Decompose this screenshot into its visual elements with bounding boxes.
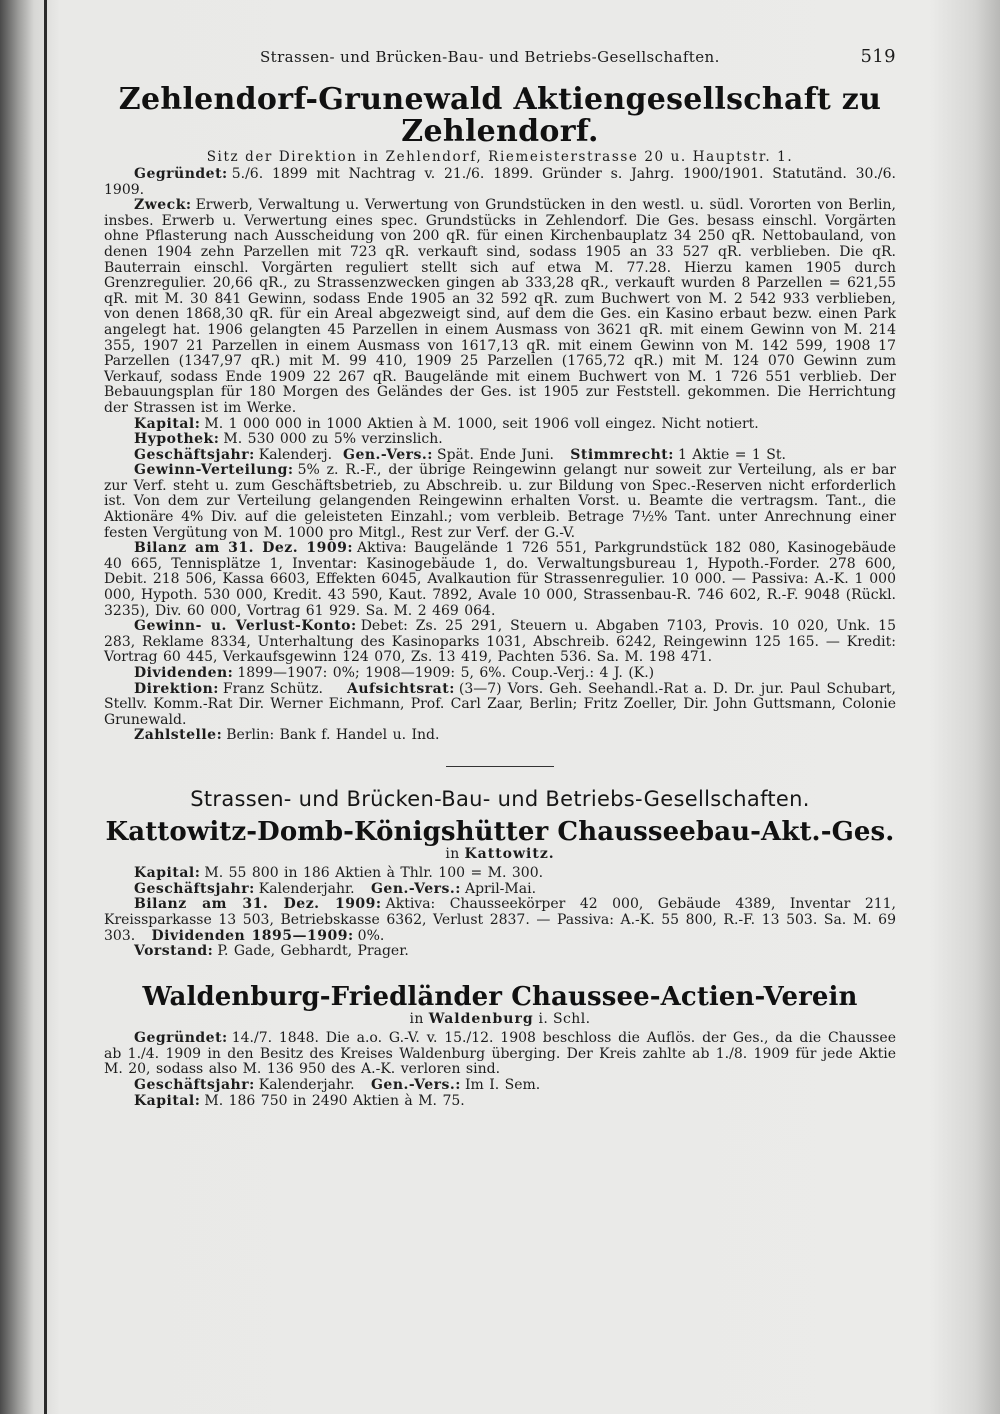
bilanz-paragraph: [104, 541, 896, 619]
hypothek-paragraph: [104, 432, 896, 448]
stimmrecht-label: Stimmrecht:: [570, 446, 674, 463]
location-city: Kattowitz.: [464, 846, 555, 863]
company-location: [104, 1011, 896, 1027]
gegruendet-label: Gegründet:: [134, 166, 228, 182]
dividenden-label: Dividenden 1895—1909:: [151, 927, 354, 944]
company-entry-waldenburg: [104, 981, 896, 1109]
genvers-text: April-Mai.: [464, 880, 537, 897]
kapital-paragraph: [104, 417, 896, 433]
gewinn-verteilung-paragraph: [104, 463, 896, 541]
location-city: Waldenburg: [428, 1011, 534, 1028]
bilanz-label: Bilanz am 31. Dez. 1909:: [134, 540, 354, 557]
section-divider: [446, 766, 554, 767]
company-location: [104, 846, 896, 862]
aufsichtsrat-label: Aufsichtsrat:: [346, 680, 455, 697]
geschaeftsjahr-paragraph: [104, 1078, 896, 1094]
kapital-text: M. 186 750 in 2490 Aktien à M. 75.: [204, 1092, 465, 1109]
hypothek-label: Hypothek:: [134, 431, 220, 448]
hypothek-text: M. 530 000 zu 5% verzinslich.: [223, 431, 443, 448]
dividenden-text: 0%.: [357, 927, 385, 944]
stimmrecht-text: 1 Aktie = 1 St.: [677, 446, 786, 463]
geschaeftsjahr-label: Geschäftsjahr:: [134, 446, 255, 463]
company-title: Kattowitz-Domb-Königshütter Chausseebau-Akt.-Ges.: [105, 816, 895, 847]
geschaeftsjahr-label: Geschäftsjahr:: [134, 1076, 255, 1093]
gegruendet-label: Gegründet:: [134, 1030, 228, 1047]
dividenden-label: Dividenden:: [134, 665, 234, 681]
bilanz-label: Bilanz am 31. Dez. 1909:: [134, 896, 382, 913]
bilanz-text: Aktiva: Chausseekörper 42 000, Gebäude 4389, Inventar 211, Kreissparkasse 13 503, Betriebskasse 6362, Verlust 2837. — Passiva: A.-K. 55 800, R.-F. 13 503. Sa. M. 69 303.: [104, 896, 896, 944]
zahlstelle-paragraph: [104, 728, 896, 744]
binding-gutter: [44, 0, 47, 1414]
gewinn-verteilung-text: 5% z. R.-F., der übrige Reingewinn gelangt nur soweit zur Verteilung, als er bar zur Verf. steht u. zum Geschäftsbetrieb, zu Abschreib. u. zur Bildung von Spec.-Reserven nicht erforderlich ist. Von dem zur Verteilung gelangenden Reingewinn erhalten Vorst. u. Beamte die vertragsm. Tant., die Aktionäre 4% Div. auf die geleisteten Einzahl.; vom verbleib. Betrage 7½% Tant. unter Anrechnung einer festen Vergütung von M. 1000 pro Mitgl., Rest zur Verf. der G.-V.: [104, 462, 896, 541]
vorstand-paragraph: [104, 944, 896, 960]
dividenden-text: 1899—1907: 0%; 1908—1909: 5, 6%. Coup.-Verj.: 4 J. (K.): [237, 665, 655, 681]
direktion-text: Franz Schütz.: [222, 680, 323, 697]
guv-label: Gewinn- u. Verlust-Konto:: [134, 618, 357, 635]
geschaeftsjahr-text: Kalenderj.: [258, 446, 333, 463]
page-number: 519: [860, 46, 896, 67]
aufsichtsrat-text: (3—7) Vors. Geh. Seehandl.-Rat a. D. Dr. jur. Paul Schubart, Stellv. Komm.-Rat Dir. Werner Eichmann, Prof. Carl Zaar, Berlin; Fritz Zoeller, Dir. John Guttsmann, Colonie Grunewald.: [104, 680, 896, 728]
zweck-label: Zweck:: [134, 197, 192, 214]
company-seat: Sitz der Direktion in Zehlendorf, Riemeisterstrasse 20 u. Hauptstr. 1.: [206, 149, 794, 165]
guv-text: Debet: Zs. 25 291, Steuern u. Abgaben 7103, Provis. 10 020, Unk. 15 283, Reklame 8334, Unterhaltung des Kasinoparks 1031, Abschreib. 6242, Reingewinn 125 165. — Kredit: Vortrag 60 445, Verkaufsgewinn 124 070, Zs. 13 419, Pachten 536. Sa. M. 198 471.: [104, 618, 896, 666]
gegruendet-paragraph: [104, 1031, 896, 1078]
zahlstelle-label: Zahlstelle:: [134, 727, 223, 744]
gegruendet-text: 5./6. 1899 mit Nachtrag v. 21./6. 1899. Gründer s. Jahrg. 1900/1901. Statutänd. 30./6. 1909.: [104, 166, 896, 198]
geschaeftsjahr-text: Kalenderjahr.: [258, 880, 355, 897]
section-title: Strassen- und Brücken-Bau- und Betriebs-Gesellschaften.: [190, 786, 810, 811]
gegruendet-text: 14./7. 1848. Die a.o. G.-V. v. 15./12. 1908 beschloss die Auflös. der Ges., da die Chaussee ab 1./4. 1909 in den Besitz des Kreises Waldenburg überging. Der Kreis zahlte ab 1./8. 1909 für jede Aktie M. 20, sodass also M. 136 950 des A.-K. verloren sind.: [104, 1030, 896, 1078]
company-title: Zehlendorf-Grunewald Aktiengesellschaft zu Zehlendorf.: [118, 82, 882, 149]
genvers-text: Spät. Ende Juni.: [436, 446, 554, 463]
geschaeftsjahr-paragraph: [104, 448, 896, 464]
kapital-paragraph: [104, 866, 896, 882]
kapital-text: M. 1 000 000 in 1000 Aktien à M. 1000, seit 1906 voll eingez. Nicht notiert.: [204, 415, 759, 432]
zweck-text: Erwerb, Verwaltung u. Verwertung von Grundstücken in den westl. u. südl. Vororten von Berlin, insbes. Erwerb u. Verwertung eines spec. Grundstücks in Zehlendorf. Die Ges. besass einschl. Vorgärten ohne Pflasterung nach Ausscheidung von 200 qR. für einen Kirchenbauplatz 34 250 qR. Nettobauland, von denen 1904 zehn Parzellen mit 723 qR. verkauft sind, sodass 1905 an 33 527 qR. verblieben. Die qR. Bauterrain einschl. Vorgärten reguliert stellt sich auf etwa M. 77.28. Hierzu kamen 1905 durch Grenzregulier. 20,66 qR., zu Strassenzwecken gingen ab 333,28 qR., verkauft wurden 8 Parzellen = 621,55 qR. mit M. 30 841 Gewinn, sodass Ende 1905 an 32 592 qR. zum Buchwert von M. 2 542 933 verblieben, von denen 1868,30 qR. für ein Areal abgezweigt sind, auf dem die Ges. ein Kasino erbaut bezw. einen Park angelegt hat. 1906 gelangten 45 Parzellen in einem Ausmass von 3621 qR. mit einem Gewinn von M. 214 355, 1907 21 Parzellen in einem Ausmass von 1617,13 qR. mit einem Gewinn von M. 142 599, 1908 17 Parzellen (1347,97 qR.) mit M. 99 410, 1909 25 Parzellen (1765,72 qR.) mit M. 124 070 Gewinn zum Verkauf, sodass Ende 1909 22 267 qR. Baugelände mit einem Buchwert von M. 1 726 551 verblieb. Der Bebauungsplan für 180 Morgen des Geländes der Ges. ist 1905 zur Feststell. gekommen. Die Herrichtung der Strassen ist im Werke.: [104, 197, 896, 416]
kapital-paragraph: [104, 1094, 896, 1110]
genvers-label: Gen.-Vers.:: [370, 880, 461, 897]
dividenden-paragraph: [104, 666, 896, 682]
kapital-label: Kapital:: [134, 415, 201, 432]
kapital-label: Kapital:: [134, 1092, 201, 1109]
kapital-label: Kapital:: [134, 865, 201, 882]
location-suffix: i. Schl.: [538, 1011, 591, 1028]
company-title: Waldenburg-Friedländer Chaussee-Actien-Verein: [142, 981, 858, 1012]
bilanz-paragraph: [104, 897, 896, 944]
geschaeftsjahr-text: Kalenderjahr.: [258, 1076, 355, 1093]
geschaeftsjahr-label: Geschäftsjahr:: [134, 880, 255, 897]
gewinn-verteilung-label: Gewinn-Verteilung:: [134, 462, 294, 479]
vorstand-label: Vorstand:: [134, 943, 214, 960]
kapital-text: M. 55 800 in 186 Aktien à Thlr. 100 = M. 300.: [204, 865, 544, 882]
direktion-label: Direktion:: [134, 680, 219, 697]
geschaeftsjahr-paragraph: [104, 882, 896, 898]
zahlstelle-text: Berlin: Bank f. Handel u. Ind.: [226, 727, 440, 744]
genvers-label: Gen.-Vers.:: [370, 1076, 461, 1093]
zweck-paragraph: [104, 198, 896, 416]
genvers-text: Im I. Sem.: [464, 1076, 541, 1093]
direktion-paragraph: [104, 682, 896, 729]
company-entry-kattowitz: [104, 816, 896, 960]
page-content: [104, 40, 896, 1109]
gegruendet-paragraph: [104, 167, 896, 198]
bilanz-text: Aktiva: Baugelände 1 726 551, Parkgrundstück 182 080, Kasinogebäude 40 665, Tennisplätze 1, Inventar: Kasinogebäude 1, do. Verwaltungsbureau 1, Hypoth.-Forder. 278 600, Debit. 218 506, Kassa 6603, Effekten 6045, Avalkaution für Strassenregulier. 10 000. — Passiva: A.-K. 1 000 000, Hypoth. 530 000, Kredit. 43 590, Kaut. 7892, Avale 10 000, Strassenbau-R. 746 602, R.-F. 9048 (Rückl. 3235), Div. 60 000, Vortrag 61 929. Sa. M. 2 469 064.: [104, 540, 896, 619]
guv-paragraph: [104, 619, 896, 666]
running-head: [104, 40, 896, 74]
location-prefix: in: [409, 1011, 424, 1028]
location-prefix: in: [445, 846, 460, 863]
genvers-label: Gen.-Vers.:: [342, 446, 433, 463]
running-head-title: Strassen- und Brücken-Bau- und Betriebs-Gesellschaften.: [260, 48, 720, 66]
vorstand-text: P. Gade, Gebhardt, Prager.: [217, 943, 409, 960]
company-entry-zehlendorf: [104, 84, 896, 744]
